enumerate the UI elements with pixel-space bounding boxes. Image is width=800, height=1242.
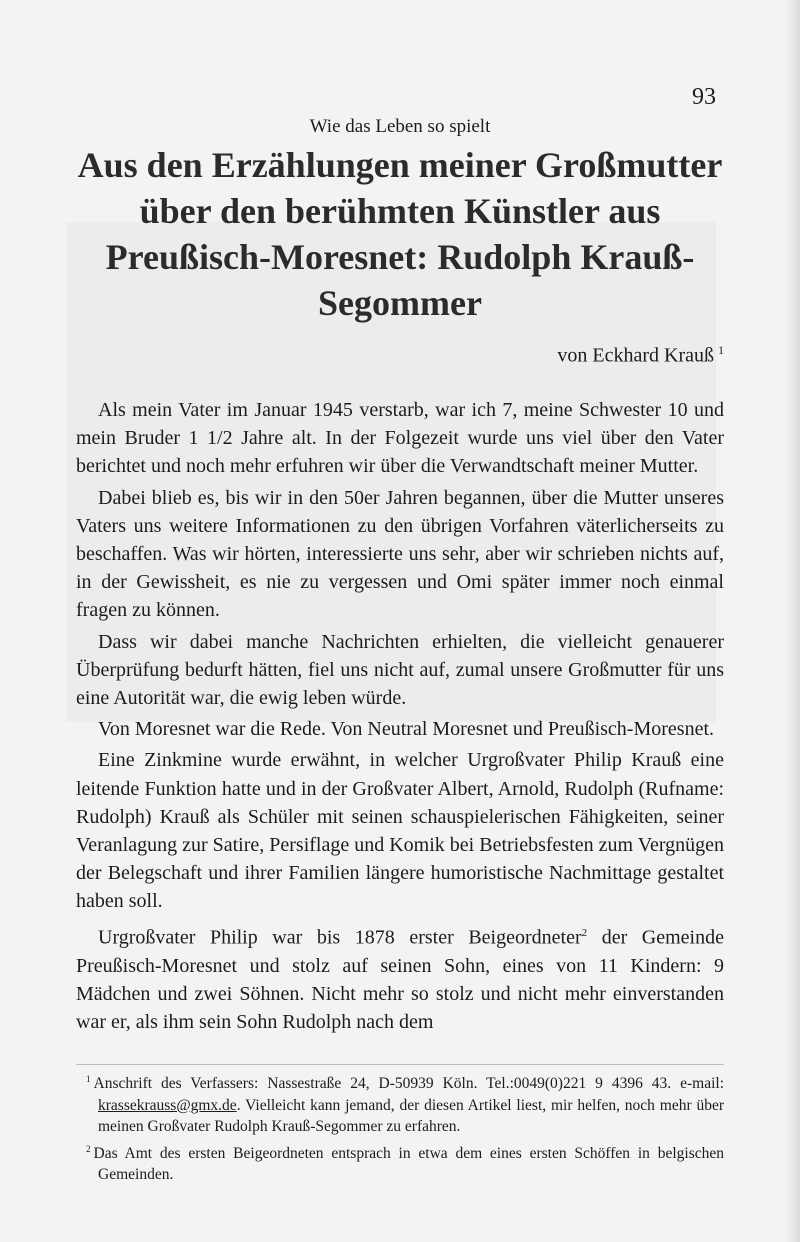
article-body xyxy=(76,396,724,1039)
body-paragraph-last xyxy=(76,919,724,1036)
paragraph-text: Urgroßvater Philip war bis 1878 erster Beigeordneter xyxy=(98,926,582,949)
author-footnote-mark: 1 xyxy=(718,343,724,357)
footnote-divider xyxy=(76,1064,724,1065)
page-edge-shadow xyxy=(786,0,800,1242)
author-name: von Eckhard Krauß xyxy=(557,344,714,367)
body-paragraph: Eine Zinkmine wurde erwähnt, in welcher Urgroßvater Philip Krauß eine leitende Funktion hatte und in der Großvater Albert, Arnold, Rudolph (Rufname: Rudolph) Krauß als Schüler mit seinen schauspielerischen Fähigkeiten, seiner Veranlagung zur Satire, Persiflage und Komik bei Betriebsfesten zum Vergnügen der Belegschaft und ihrer Familien längere humoristische Nachmittage gestaltet haben soll. xyxy=(76,749,724,913)
footnote-1 xyxy=(76,1069,724,1138)
paragraph-text: der Gemeinde Preußisch-Moresnet und stolz auf seinen Sohn, eines von 11 Kindern: 9 Mädchen und zwei Söhnen. Nicht mehr so stolz und nicht mehr einverstanden war er, als ihm sein Sohn Rudolph nach dem xyxy=(76,926,724,1033)
running-head: Wie das Leben so spielt xyxy=(309,116,491,137)
author-line xyxy=(557,343,724,368)
footnote-text: Anschrift des Verfassers: Nassestraße 24, D-50939 Köln. Tel.:0049(0)221 9 4396 43. e-mail: xyxy=(93,1075,724,1093)
body-paragraph: Dabei blieb es, bis wir in den 50er Jahren begannen, über die Mutter unseres Vaters uns weitere Informationen zu den übrigen Vorfahren väterlicherseits zu beschaffen. Was wir hörten, interessierte uns sehr, aber wir schrieben nichts auf, in der Gewissheit, es nie zu vergessen und Omi später immer noch einmal fragen zu können. xyxy=(76,486,724,622)
footnotes xyxy=(76,1069,724,1187)
page-number: 93 xyxy=(692,84,716,110)
footnote-mark: 1 xyxy=(86,1074,91,1084)
body-paragraph: Als mein Vater im Januar 1945 verstarb, war ich 7, meine Schwester 10 und mein Bruder 1 1/2 Jahre alt. In der Folgezeit wurde uns viel über den Vater berichtet und noch mehr erfuhren wir über die Verwandtschaft meiner Mutter. xyxy=(76,399,724,478)
footnote-ref-mark: 2 xyxy=(581,926,588,939)
footnote-2 xyxy=(76,1139,724,1186)
email-link[interactable]: krassekrauss@gmx.de xyxy=(98,1096,237,1114)
body-paragraph: Von Moresnet war die Rede. Von Neutral Moresnet und Preußisch-Moresnet. xyxy=(98,718,714,741)
body-paragraph: Dass wir dabei manche Nachrichten erhielten, die vielleicht genauerer Überprüfung bedurft hätten, fiel uns nicht auf, zumal unsere Großmutter für uns eine Autorität war, die ewig leben würde. xyxy=(76,630,724,710)
footnote-mark: 2 xyxy=(86,1143,91,1154)
footnote-text: . Vielleicht kann jemand, der diesen Artikel liest, mir helfen, noch mehr über meinen Großvater Rudolph Krauß-Segommer zu erfahren. xyxy=(98,1096,724,1136)
article-title: Aus den Erzählungen meiner Großmutter über den berühmten Künstler aus Preußisch-Moresnet: Rudolph Krauß-Segommer xyxy=(77,145,723,323)
footnote-text: Das Amt des ersten Beigeordneten entsprach in etwa dem eines ersten Schöffen in belgischen Gemeinden. xyxy=(93,1144,724,1184)
